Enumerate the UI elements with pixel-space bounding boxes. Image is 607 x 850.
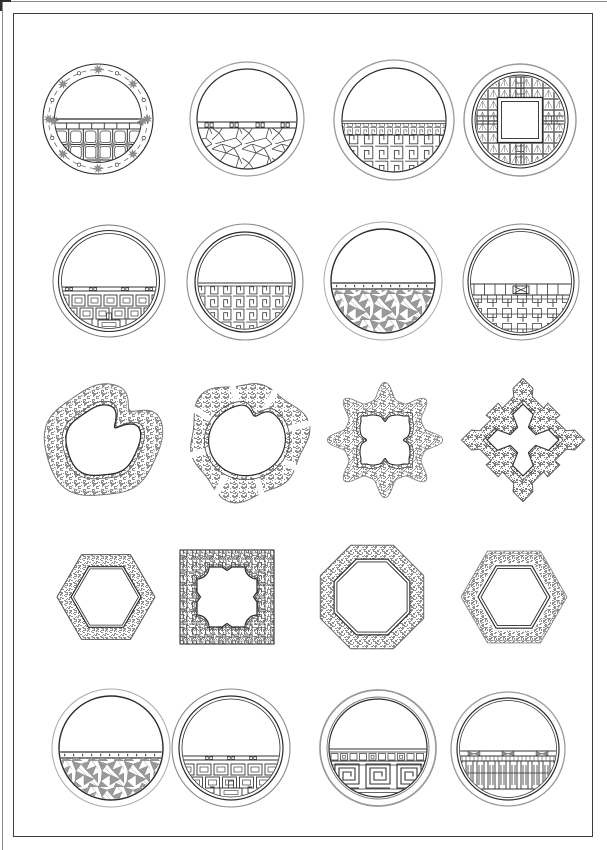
ornament-circular-coin-window-square-lattice <box>455 55 585 185</box>
square-window-fret-frame-drawing <box>162 532 292 662</box>
octagonal-window-stippled-ring-drawing <box>307 532 437 662</box>
ornament-circular-window-baluster <box>443 684 573 814</box>
ornament-circular-window-fret-lattice <box>180 217 310 347</box>
circular-coin-window-square-lattice-drawing <box>455 55 585 185</box>
circular-window-spiral-band-drawing <box>313 683 443 813</box>
ornament-hexagonal-window-stippled-ring <box>41 532 171 662</box>
ornament-gourd-shaped-window-block-ring <box>182 375 312 505</box>
ornament-stepped-diamond-window <box>458 375 588 505</box>
circular-window-fret-band-drawing <box>329 55 459 185</box>
ornament-lotus-petal-window <box>320 375 450 505</box>
circular-window-fret-lattice-drawing <box>180 217 310 347</box>
ornament-circular-window-shaded-ice-ray <box>318 216 448 346</box>
ornament-square-window-fret-frame <box>162 532 292 662</box>
circular-window-ice-ray-lattice-drawing <box>182 54 312 184</box>
stepped-diamond-window-drawing <box>458 375 588 505</box>
ornament-circular-window-fret-band <box>329 55 459 185</box>
sheet-left-edge-line <box>2 0 3 850</box>
ornament-octagonal-window-stippled-ring <box>307 532 437 662</box>
lotus-petal-window-drawing <box>320 375 450 505</box>
circular-window-interlocking-squares-drawing <box>456 217 586 347</box>
ornament-circular-window-shaded-ice-ray-2 <box>46 683 176 813</box>
circular-window-panel-meander-drawing <box>44 216 174 346</box>
circular-window-floral-ring-square-grid-drawing <box>33 54 163 184</box>
hexagonal-window-double-ring-drawing <box>449 532 579 662</box>
ornament-circular-window-panel-meander <box>44 216 174 346</box>
ornament-circular-window-floral-ring-square-grid <box>33 54 163 184</box>
circular-window-shaded-ice-ray-drawing <box>318 216 448 346</box>
circular-window-panel-meander-2-drawing <box>166 683 296 813</box>
gourd-shaped-window-carved-ring-drawing <box>38 376 168 506</box>
hexagonal-window-stippled-ring-drawing <box>41 532 171 662</box>
ornament-gourd-shaped-window-carved-ring <box>38 376 168 506</box>
circular-window-shaded-ice-ray-2-drawing <box>46 683 176 813</box>
circular-window-baluster-drawing <box>443 684 573 814</box>
ornament-circular-window-spiral-band <box>313 683 443 813</box>
ornament-circular-window-interlocking-squares <box>456 217 586 347</box>
ornament-circular-window-ice-ray-lattice <box>182 54 312 184</box>
ornament-circular-window-panel-meander-2 <box>166 683 296 813</box>
gourd-shaped-window-block-ring-drawing <box>182 375 312 505</box>
corner-registration-mark <box>0 0 2 11</box>
sheet-top-edge-line <box>0 1 607 2</box>
ornament-hexagonal-window-double-ring <box>449 532 579 662</box>
